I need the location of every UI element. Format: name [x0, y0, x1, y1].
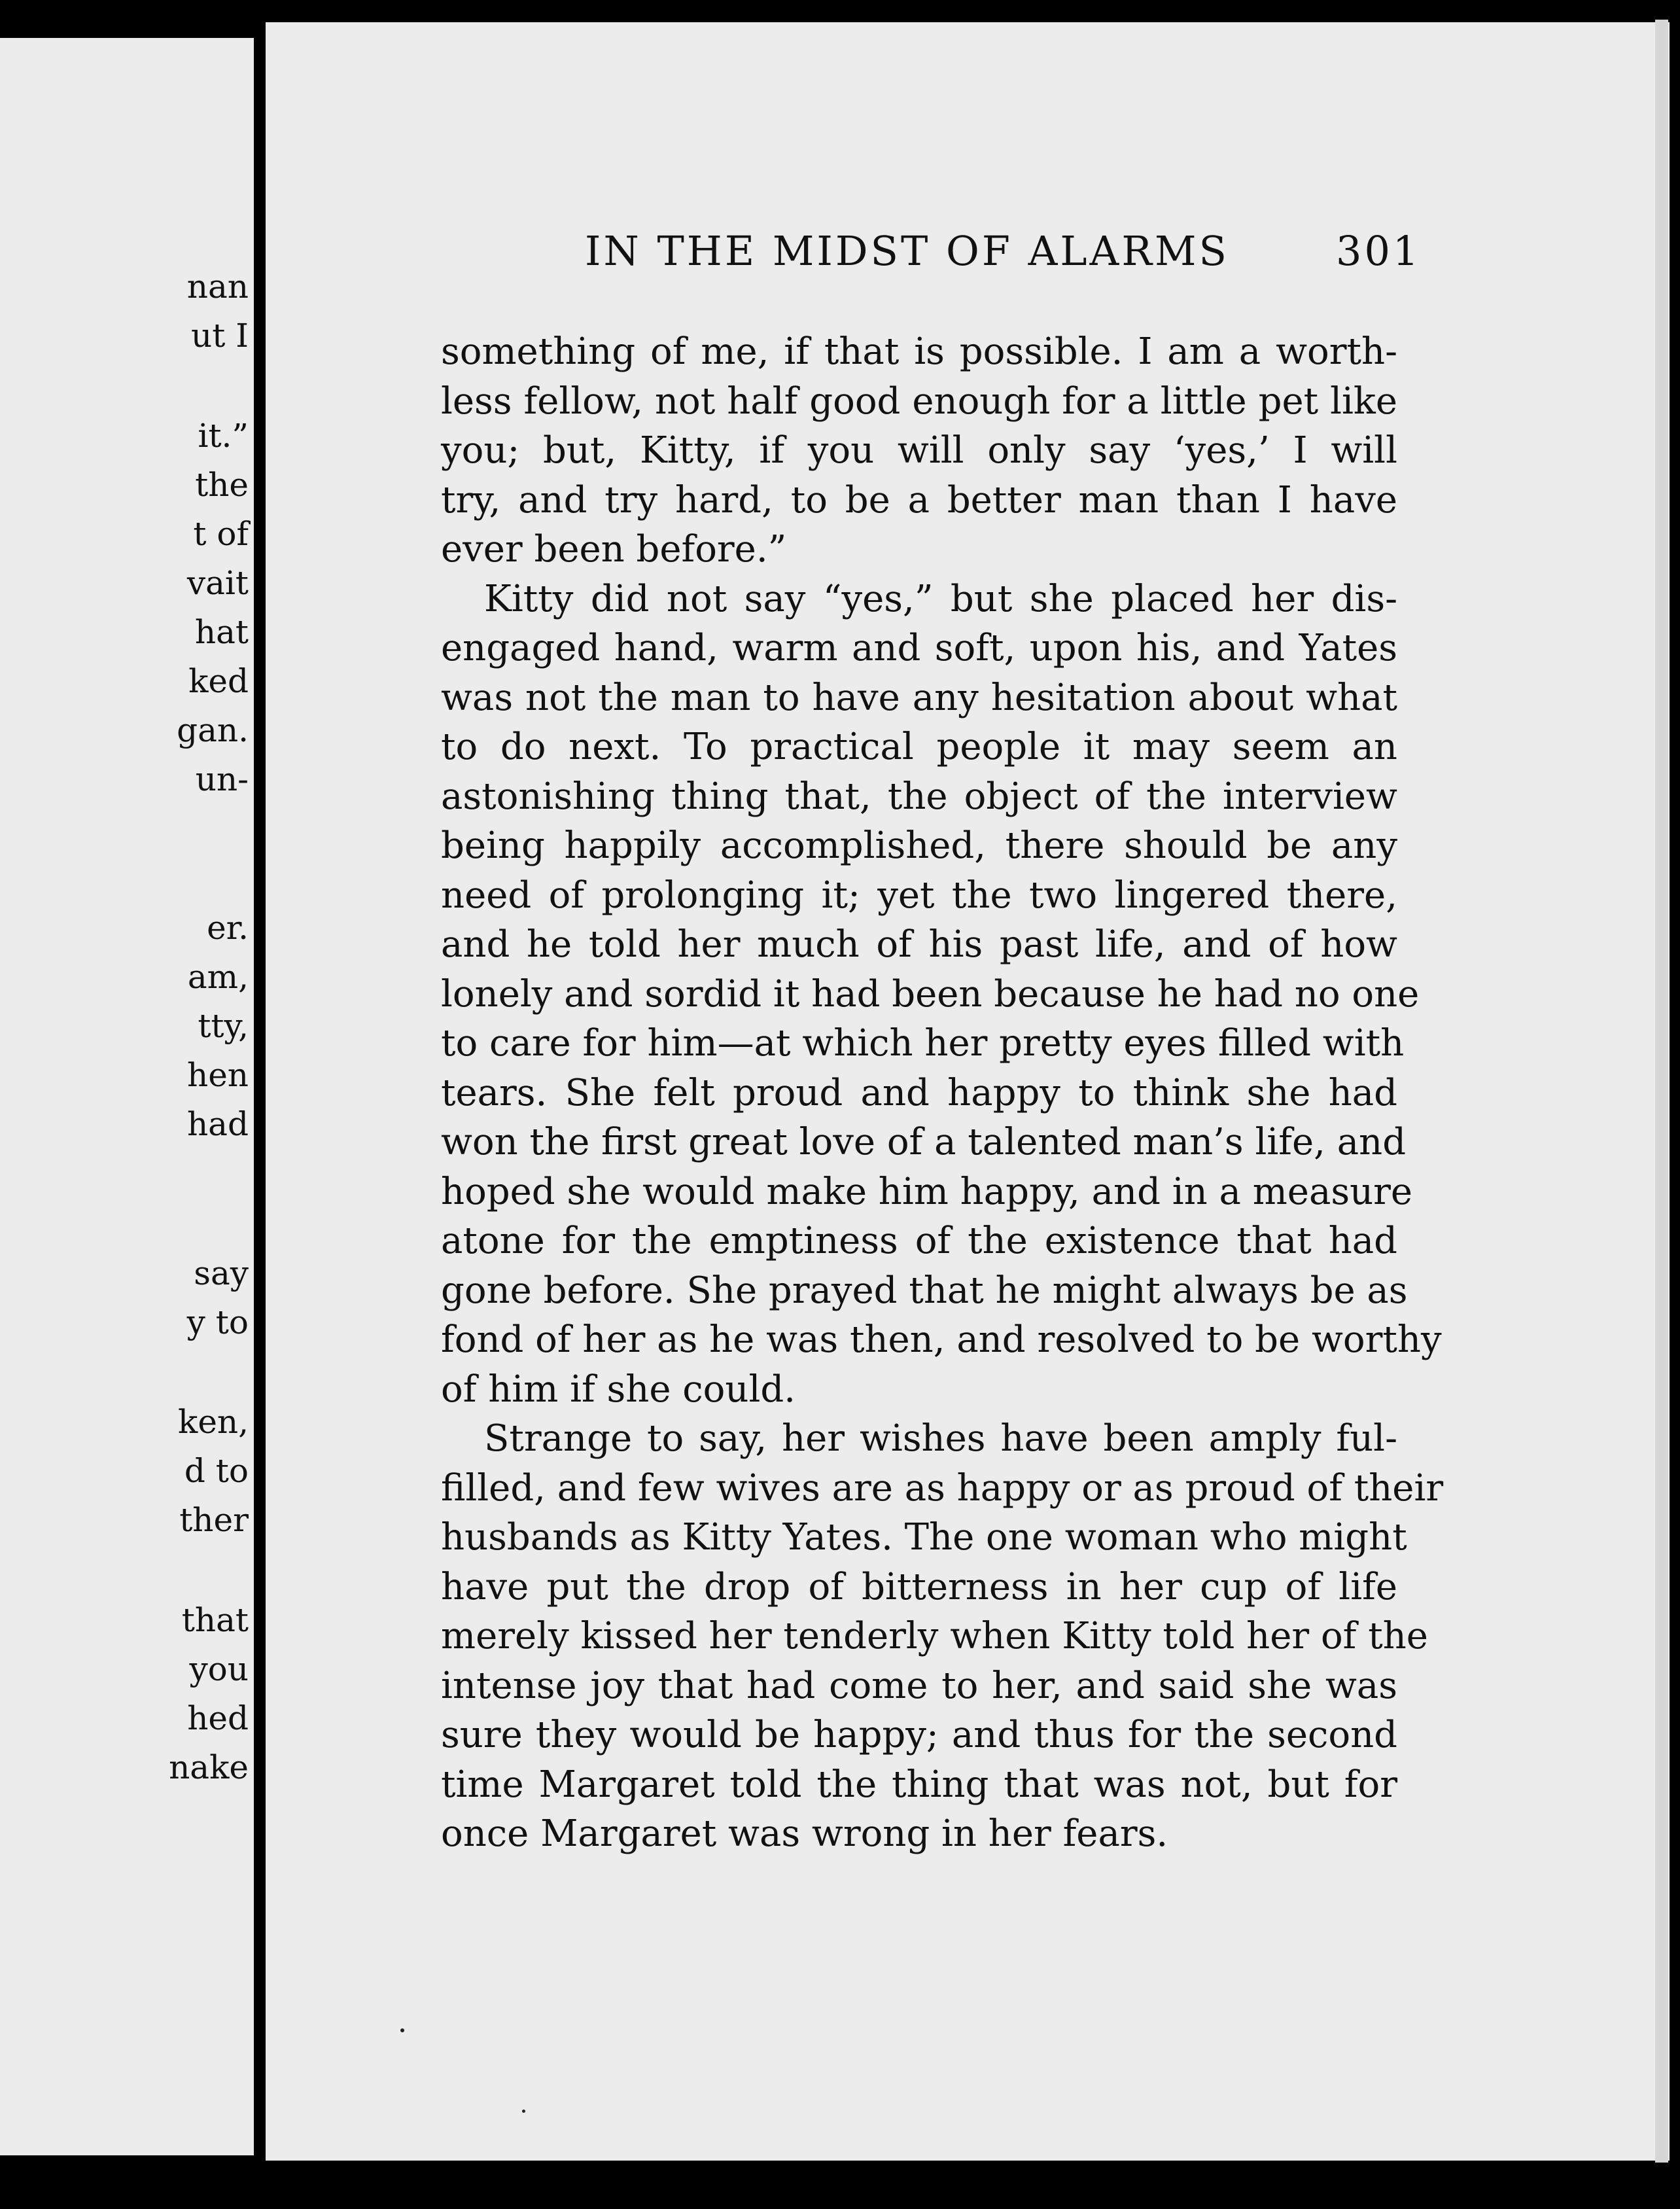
- text-line: filled, and few wives are as happy or as proud of their: [441, 1466, 1444, 1510]
- text-line: once Margaret was wrong in her fears.: [441, 1812, 1168, 1855]
- text-line: to do next. To practical people it may seem an: [441, 726, 1397, 768]
- text-line: won the first great love of a talented man’s life, and: [441, 1121, 1407, 1163]
- page-edge: [1655, 20, 1668, 2163]
- text-line: engaged hand, warm and soft, upon his, and Yates: [441, 627, 1397, 669]
- left-page-line-fragment: it.”: [198, 417, 249, 455]
- left-page-line-fragment: hed: [187, 1699, 249, 1737]
- body-text: [441, 327, 1444, 1859]
- left-page-line-fragment: say: [194, 1254, 249, 1292]
- page-number: 301: [1336, 227, 1422, 275]
- text-line: something of me, if that is possible. I am a worth-: [441, 330, 1397, 373]
- text-line: and he told her much of his past life, and of how: [441, 923, 1397, 966]
- ink-speck: [400, 2028, 404, 2032]
- text-line: lonely and sordid it had been because he had no one: [441, 972, 1420, 1016]
- text-line: of him if she could.: [441, 1368, 796, 1411]
- text-line: being happily accomplished, there should be any: [441, 824, 1397, 867]
- text-line: Kitty did not say “yes,” but she placed her dis-: [484, 577, 1397, 620]
- text-line: husbands as Kitty Yates. The one woman who might: [441, 1516, 1407, 1559]
- left-page-line-fragment: y to: [186, 1303, 249, 1341]
- left-page-line-fragment: er.: [207, 909, 249, 947]
- text-line: hoped she would make him happy, and in a measure: [441, 1170, 1413, 1213]
- text-line: gone before. She prayed that he might always be as: [441, 1269, 1408, 1312]
- book-spine: [254, 20, 266, 2159]
- text-line: intense joy that had come to her, and said she was: [441, 1664, 1397, 1707]
- left-page-line-fragment: d to: [184, 1452, 249, 1490]
- left-page-line-fragment: tty,: [198, 1007, 249, 1045]
- text-line: have put the drop of bitterness in her cup of life: [441, 1565, 1397, 1608]
- text-line: astonishing thing that, the object of the interview: [441, 775, 1397, 818]
- left-page-line-fragment: t of: [193, 515, 249, 553]
- left-page: [0, 38, 254, 2155]
- right-page: [266, 22, 1670, 2161]
- text-line: atone for the emptiness of the existence that had: [441, 1220, 1397, 1262]
- left-page-line-fragment: nan: [186, 268, 249, 306]
- left-page-line-fragment: the: [195, 466, 249, 504]
- text-line: you; but, Kitty, if you will only say ‘yes,’ I will: [441, 429, 1397, 472]
- left-page-line-fragment: ken,: [178, 1403, 249, 1441]
- text-line: was not the man to have any hesitation about what: [441, 676, 1397, 719]
- left-page-line-fragment: ked: [188, 662, 249, 700]
- text-line: merely kissed her tenderly when Kitty told her of the: [441, 1615, 1428, 1657]
- paragraph: [441, 1414, 1444, 1859]
- text-line: Strange to say, her wishes have been amply ful-: [484, 1417, 1397, 1460]
- text-line: time Margaret told the thing that was not, but for: [441, 1763, 1397, 1806]
- text-line: less fellow, not half good enough for a little pet like: [441, 380, 1397, 423]
- text-line: try, and try hard, to be a better man than I have: [441, 478, 1397, 521]
- text-line: need of prolonging it; yet the two lingered there,: [441, 874, 1397, 917]
- left-page-line-fragment: am,: [187, 958, 249, 996]
- left-page-line-fragment: nake: [169, 1748, 249, 1786]
- left-page-line-fragment: un-: [195, 760, 249, 798]
- text-line: tears. She felt proud and happy to think she had: [441, 1071, 1397, 1114]
- text-line: ever been before.”: [441, 528, 787, 571]
- left-page-line-fragment: that: [181, 1601, 249, 1639]
- left-page-line-fragment: hen: [187, 1056, 249, 1094]
- left-page-line-fragment: hat: [194, 613, 249, 651]
- running-head-title: IN THE MIDST OF ALARMS: [585, 227, 1229, 275]
- text-line: to care for him—at which her pretty eyes filled with: [441, 1022, 1405, 1065]
- ink-speck: [522, 2110, 525, 2113]
- paragraph: [441, 327, 1397, 574]
- left-page-line-fragment: you: [189, 1650, 249, 1688]
- text-line: sure they would be happy; and thus for the second: [441, 1714, 1397, 1756]
- left-page-line-fragment: gan.: [177, 711, 249, 749]
- left-page-line-fragment: ther: [179, 1501, 249, 1539]
- left-page-line-fragment: vait: [186, 564, 249, 602]
- left-page-line-fragment: had: [186, 1105, 249, 1143]
- left-page-line-fragment: ut I: [191, 317, 249, 355]
- text-line: fond of her as he was then, and resolved to be worthy: [441, 1318, 1442, 1361]
- paragraph: [441, 574, 1442, 1415]
